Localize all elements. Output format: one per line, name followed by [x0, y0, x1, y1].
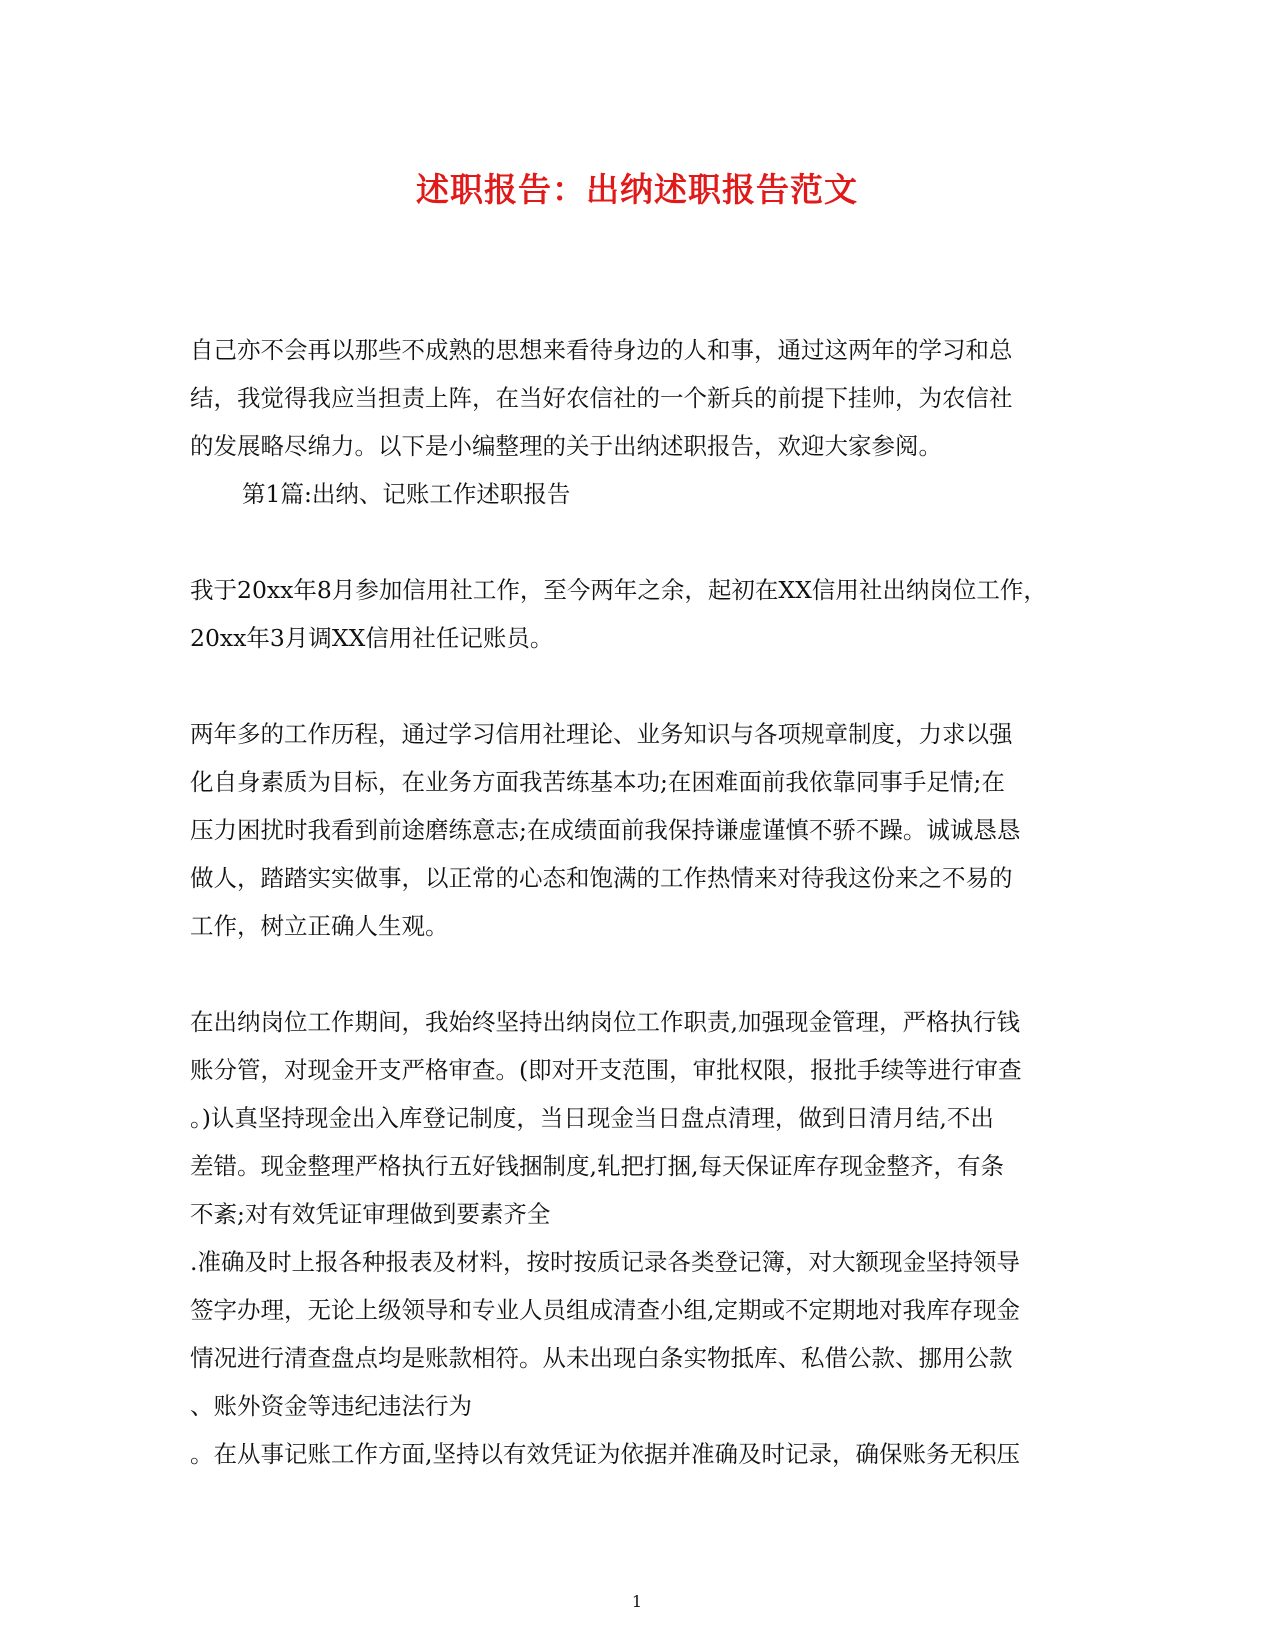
text-line: 我于20xx年8月参加信用社工作，至今两年之余，起初在XX信用社出纳岗位工作， [190, 576, 1047, 604]
section-heading: 第1篇:出纳、记账工作述职报告 [242, 480, 571, 508]
text-line: 。)认真坚持现金出入库登记制度，当日现金当日盘点清理，做到日清月结,不出 [190, 1104, 994, 1132]
text-line: 、账外资金等违纪违法行为 [190, 1392, 472, 1420]
text-line: 结，我觉得我应当担责上阵，在当好农信社的一个新兵的前提下挂帅，为农信社 [190, 384, 1013, 412]
text-line: 不紊;对有效凭证审理做到要素齐全 [190, 1200, 551, 1228]
text-line: 压力困扰时我看到前途磨练意志;在成绩面前我保持谦虚谨慎不骄不躁。诚诚恳恳 [190, 816, 1021, 844]
text-line: 签字办理，无论上级领导和专业人员组成清查小组,定期或不定期地对我库存现金 [190, 1296, 1020, 1324]
text-line: 做人，踏踏实实做事，以正常的心态和饱满的工作热情来对待我这份来之不易的 [190, 864, 1013, 892]
text-line: 自己亦不会再以那些不成熟的思想来看待身边的人和事，通过这两年的学习和总 [190, 336, 1013, 364]
paragraph-gap [190, 662, 1085, 710]
text-line: 差错。现金整理严格执行五好钱捆制度,轧把打捆,每天保证库存现金整齐，有条 [190, 1152, 1004, 1180]
paragraph-gap [190, 950, 1085, 998]
text-line: 情况进行清查盘点均是账款相符。从未出现白条实物抵库、私借公款、挪用公款 [190, 1344, 1013, 1372]
text-line: 的发展略尽绵力。以下是小编整理的关于出纳述职报告，欢迎大家参阅。 [190, 432, 942, 460]
text-line: 化自身素质为目标，在业务方面我苦练基本功;在困难面前我依靠同事手足情;在 [190, 768, 1005, 796]
text-line: 。在从事记账工作方面,坚持以有效凭证为依据并准确及时记录，确保账务无积压 [190, 1440, 1020, 1468]
text-line: 账分管，对现金开支严格审查。(即对开支范围，审批权限，报批手续等进行审查 [190, 1056, 1022, 1084]
document-title: 述职报告：出纳述职报告范文 [416, 170, 858, 209]
text-line: 20xx年3月调XX信用社任记账员。 [190, 624, 554, 652]
text-line: .准确及时上报各种报表及材料，按时按质记录各类登记簿，对大额现金坚持领导 [190, 1248, 1020, 1276]
text-line: 工作，树立正确人生观。 [190, 912, 449, 940]
paragraph-gap [190, 518, 1085, 566]
page-number: 1 [631, 1592, 643, 1611]
text-line: 两年多的工作历程，通过学习信用社理论、业务知识与各项规章制度，力求以强 [190, 720, 1013, 748]
text-line: 在出纳岗位工作期间，我始终坚持出纳岗位工作职责,加强现金管理，严格执行钱 [190, 1008, 1020, 1036]
document-body [190, 326, 1085, 1478]
